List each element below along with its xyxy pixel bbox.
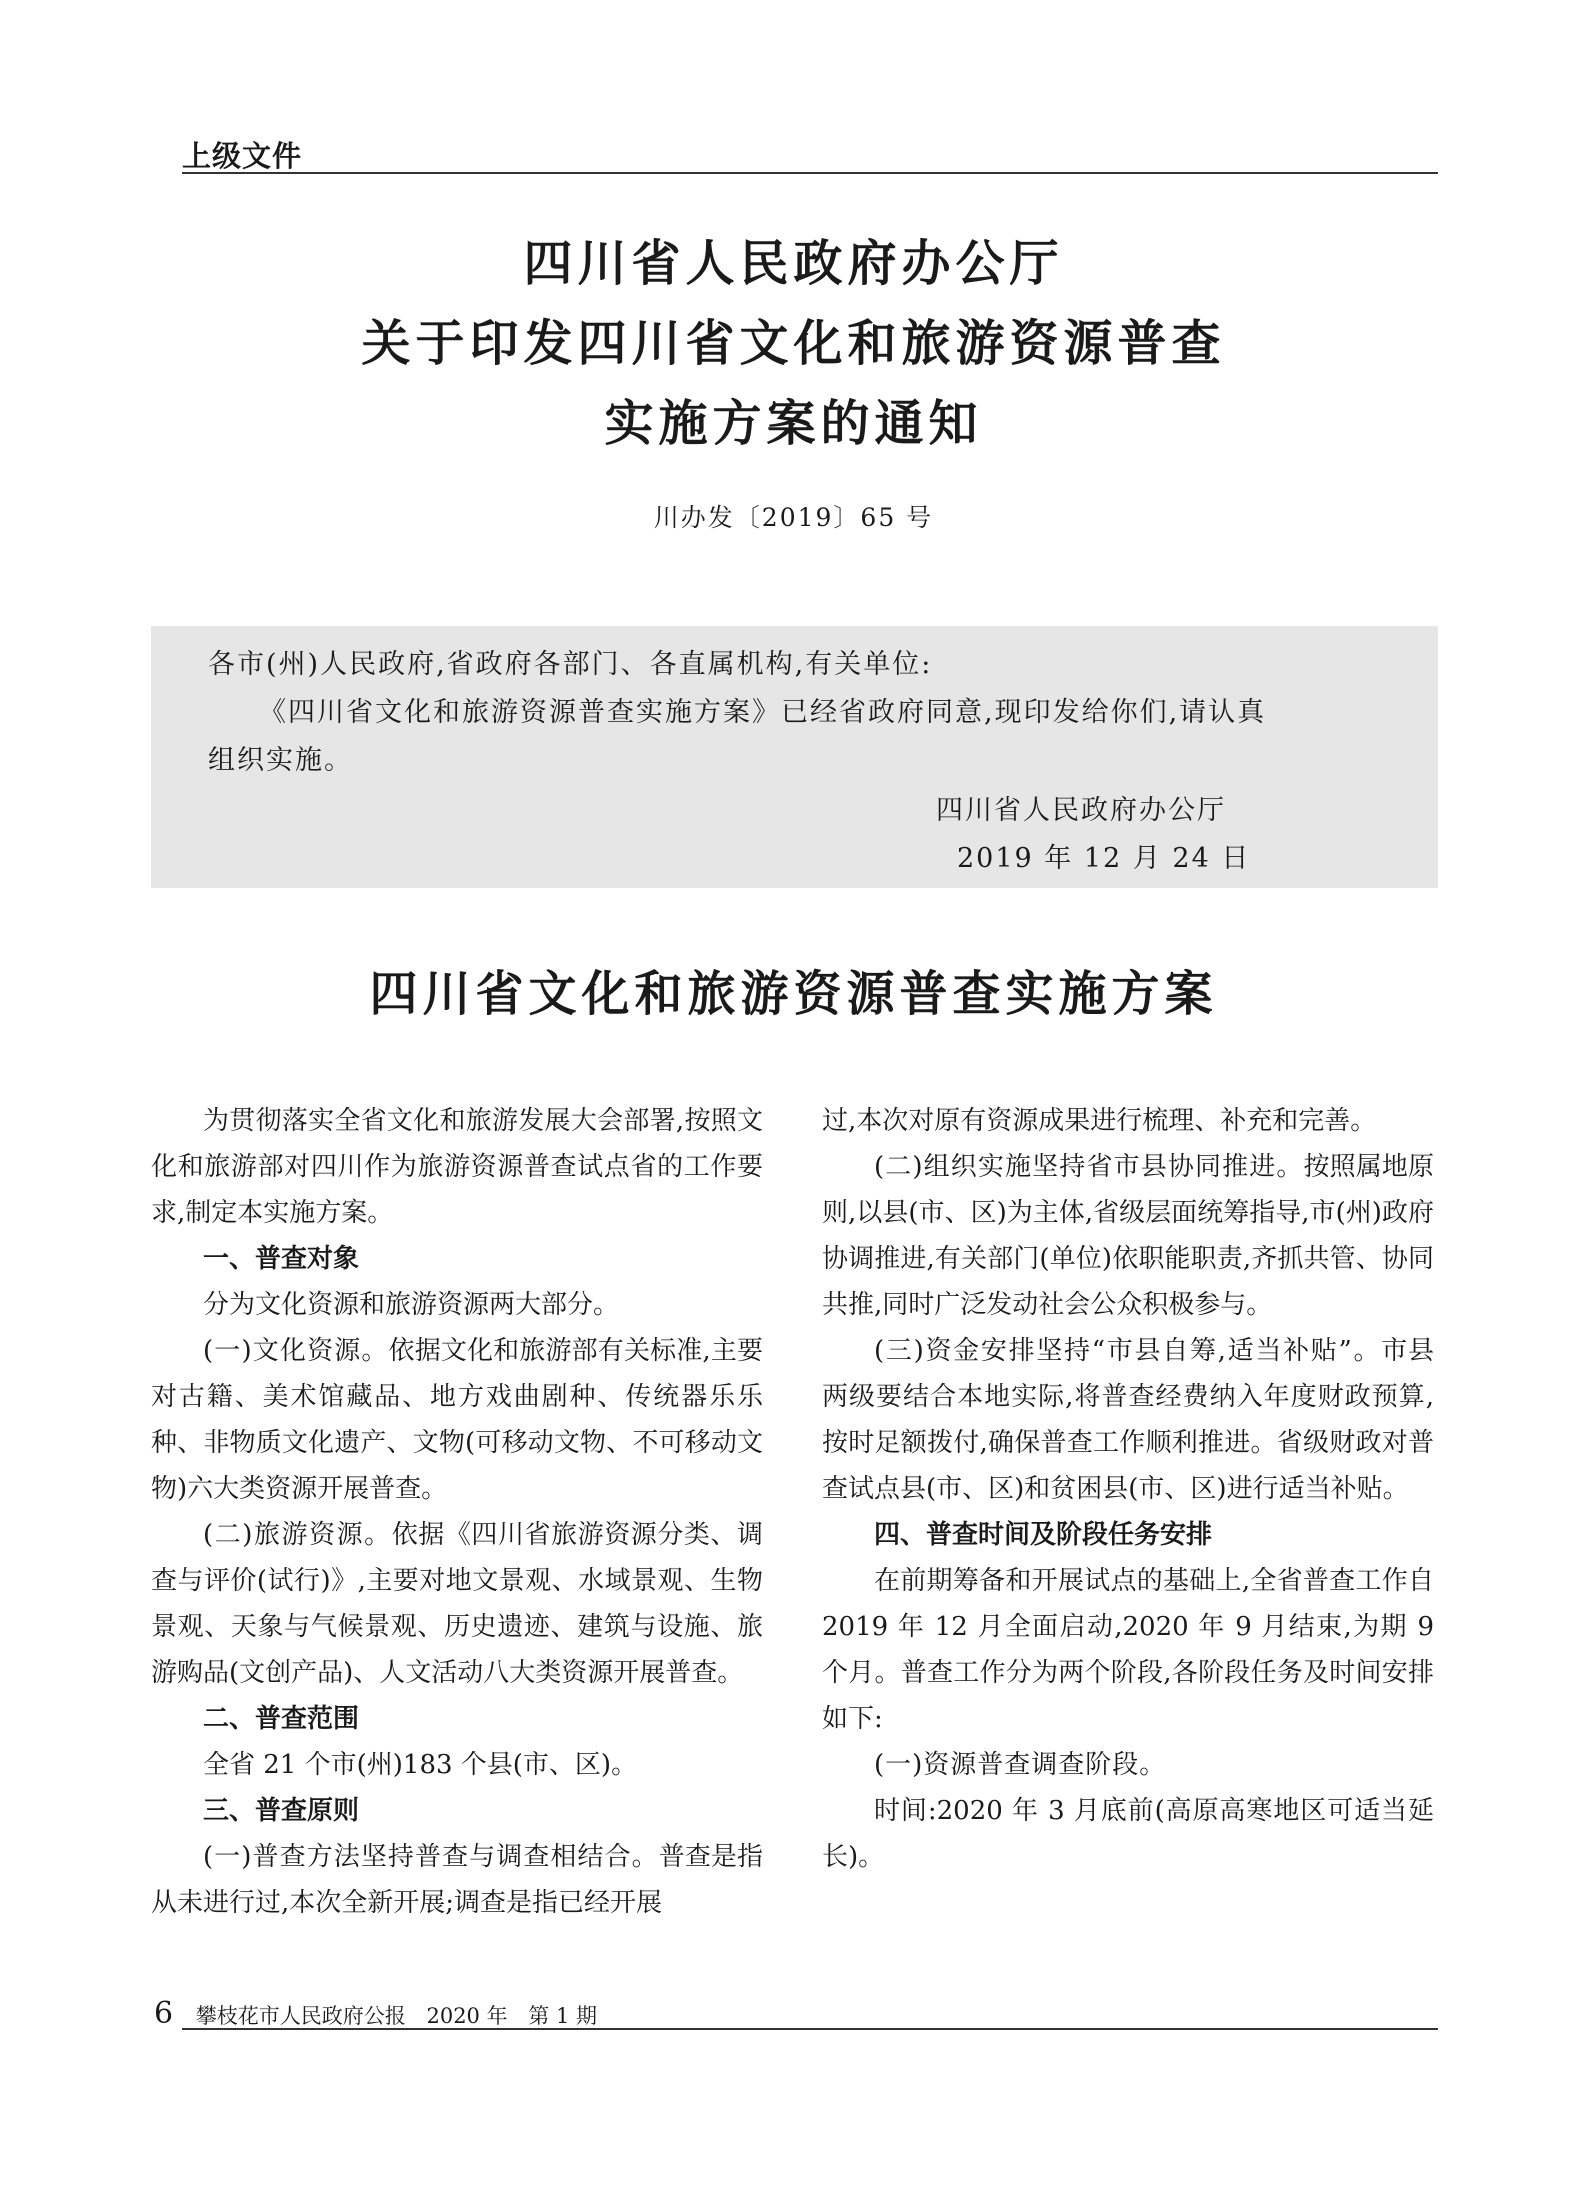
paragraph-lead: (二)旅游资源。 [203, 1520, 392, 1550]
paragraph: 分为文化资源和旅游资源两大部分。 [203, 1290, 620, 1320]
notice-title-line-1: 四川省人民政府办公厅 [523, 234, 1064, 292]
plan-title: 四川省文化和旅游资源普查实施方案 [369, 966, 1218, 1022]
paragraph [822, 1742, 1434, 1788]
publication-issue: 第 1 期 [528, 2004, 597, 2028]
document-number: 川办发〔2019〕65 号 [653, 503, 934, 532]
section-heading: 四、普查时间及阶段任务安排 [874, 1520, 1213, 1550]
section-heading: 三、普查原则 [203, 1796, 360, 1826]
paragraph-text: 依据《四川省旅游资源分类、调查与评价(试行)》,主要对地文景观、水域景观、生物景观、天象与气候景观、历史遗迹、建筑与设施、旅游购品(文创产品)、人文活动八大类资源开展普查。 [151, 1520, 763, 1688]
paragraph [151, 1834, 763, 1926]
paragraph-text: 市县两级要结合本地实际,将普查经费纳入年度财政预算,按时足额拨付,确保普查工作顺利推进。省级财政对普查试点县(市、区)和贫困县(市、区)进行适当补贴。 [822, 1336, 1434, 1504]
notice-title-line-2: 关于印发四川省文化和旅游资源普查 [361, 314, 1226, 372]
paragraph-lead: (一)文化资源。 [203, 1336, 389, 1366]
paragraph: 全省 21 个市(州)183 个县(市、区)。 [203, 1750, 638, 1780]
paragraph-text: 按照属地原则,以县(市、区)为主体,省级层面统筹指导,市(州)政府协调推进,有关部门(单位)依职能职责,齐抓共管、协同共推,同时广泛发动社会公众积极参与。 [822, 1152, 1434, 1320]
paragraph-lead: (三)资金安排坚持“市县自筹,适当补贴”。 [874, 1336, 1382, 1366]
paragraph: 时间:2020 年 3 月底前(高原高寒地区可适当延长)。 [822, 1796, 1434, 1872]
page-number: 6 [154, 1996, 174, 2031]
right-column [822, 1098, 1434, 1880]
paragraph [822, 1144, 1434, 1328]
paragraph-text: 依据文化和旅游部有关标准,主要对古籍、美术馆藏品、地方戏曲剧种、传统器乐乐种、非物质文化遗产、文物(可移动文物、不可移动文物)六大类资源开展普查。 [151, 1336, 763, 1504]
footer [154, 1996, 611, 2031]
paragraph: 为贯彻落实全省文化和旅游发展大会部署,按照文化和旅游部对四川作为旅游资源普查试点省的工作要求,制定本实施方案。 [151, 1106, 763, 1228]
left-column [151, 1098, 763, 1926]
publication-name: 攀枝花市人民政府公报 [195, 2004, 406, 2028]
paragraph-lead: (一)普查方法坚持普查与调查相结合。 [203, 1842, 659, 1872]
notice-title-line-3: 实施方案的通知 [604, 394, 983, 452]
paragraph [151, 1512, 763, 1696]
paragraph: 过,本次对原有资源成果进行梳理、补充和完善。 [822, 1106, 1377, 1136]
notice-recipients: 各市(州)人民政府,省政府各部门、各直属机构,有关单位: [208, 649, 933, 680]
paragraph: 在前期筹备和开展试点的基础上,全省普查工作自 2019 年 12 月全面启动,2020 年 9 月结束,为期 9 个月。普查工作分为两个阶段,各阶段任务及时间安排如下: [822, 1566, 1434, 1734]
paragraph [822, 1328, 1434, 1512]
section-heading: 二、普查范围 [203, 1704, 360, 1734]
notice-date: 2019 年 12 月 24 日 [957, 843, 1251, 874]
paragraph-text: 普查是指从未进行过,本次全新开展;调查是指已经开展 [151, 1842, 763, 1918]
notice-body-box [151, 626, 1438, 888]
notice-issuer: 四川省人民政府办公厅 [936, 795, 1226, 826]
publication-year: 2020 年 [426, 2004, 508, 2028]
notice-body-line-1: 《四川省文化和旅游资源普查实施方案》已经省政府同意,现印发给你们,请认真 [259, 697, 1267, 728]
paragraph [151, 1328, 763, 1512]
paragraph-lead: (一)资源普查调查阶段。 [874, 1750, 1167, 1780]
section-label: 上级文件 [182, 139, 303, 173]
header-rule [182, 172, 1438, 174]
footer-rule [182, 2028, 1438, 2030]
paragraph-lead: (二)组织实施坚持省市县协同推进。 [874, 1152, 1304, 1182]
notice-body-line-2: 组织实施。 [208, 745, 353, 776]
section-heading: 一、普查对象 [203, 1244, 360, 1274]
